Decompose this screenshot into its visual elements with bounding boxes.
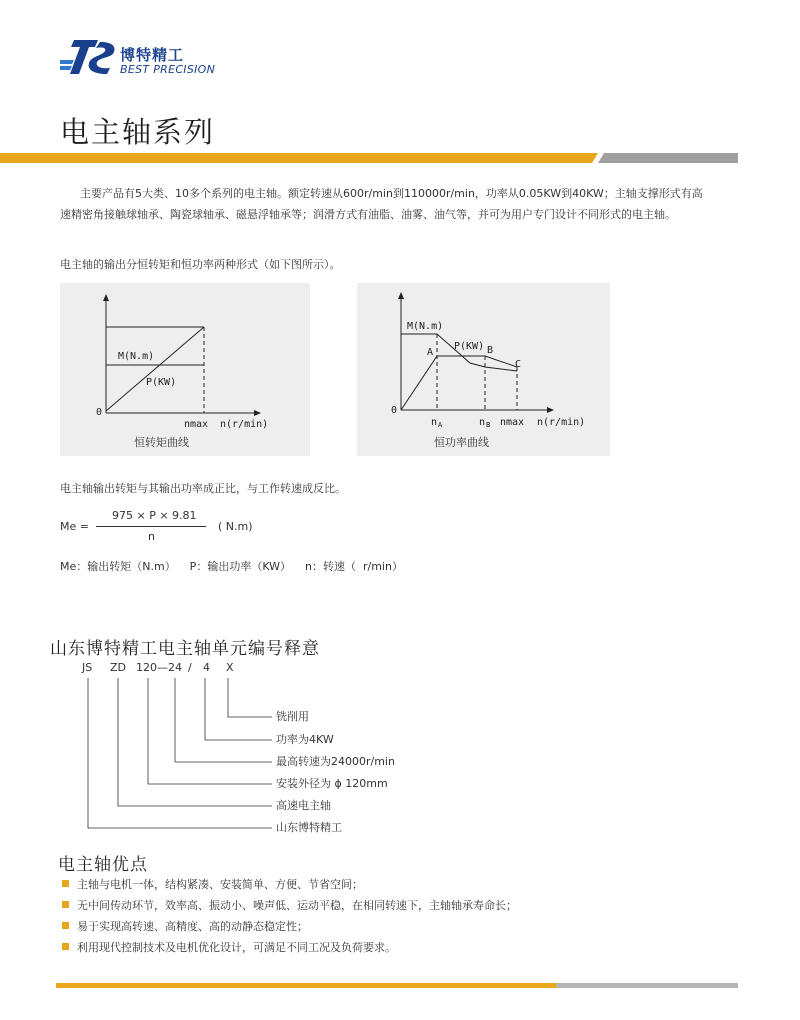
g2-na: n — [431, 417, 438, 428]
intro-line-1: 主要产品有5大类、10多个系列的电主轴。额定转速从600r/min到110000r/min，功率从0.05KW到40KW；主轴支撑形式有高 — [80, 187, 703, 200]
g2-m-label: M(N.m) — [407, 321, 444, 332]
g1-m-label: M(N.m) — [118, 351, 155, 362]
formula-lhs: Me = — [60, 520, 89, 533]
title-divider-bar — [0, 150, 800, 166]
bullet-icon — [62, 901, 69, 908]
explain-company: 山东博特精工 — [276, 821, 342, 834]
g2-na-sub: A — [438, 421, 443, 429]
g1-origin: 0 — [96, 407, 103, 418]
code-connector-lines — [0, 670, 300, 840]
g2-nb: n — [479, 417, 486, 428]
advantage-item: 主轴与电机一体，结构紧凑、安装简单、方便、节省空间； — [62, 876, 363, 892]
g2-p-label: P(KW) — [454, 341, 485, 352]
footer-divider-bar — [0, 981, 800, 991]
explain-power: 功率为4KW — [276, 733, 334, 746]
code-section-title: 山东博特精工电主轴单元编号释意 — [50, 639, 320, 659]
brand-logo-icon — [60, 38, 118, 76]
g1-caption: 恒转矩曲线 — [134, 436, 189, 449]
g2-origin: 0 — [391, 405, 398, 416]
relation-note: 电主轴输出转矩与其输出功率成正比，与工作转速成反比。 — [60, 482, 346, 495]
output-note: 电主轴的输出分恒转矩和恒功率两种形式（如下图所示）。 — [60, 258, 341, 271]
code-part-spec: 120—24 — [136, 661, 182, 674]
code-part-slash: / — [188, 661, 192, 674]
g1-axis-label: n(r/min) — [220, 419, 269, 430]
intro-line-2: 速精密角接触球轴承、陶瓷球轴承、磁悬浮轴承等；润滑方式有油脂、油雾、油气等，并可为用户专门设计不同形式的电主轴。 — [60, 208, 676, 221]
formula-legend: Me：输出转矩（N.m） P：输出功率（KW） n：转速（ r/min） — [60, 560, 403, 573]
explain-spindle: 高速电主轴 — [276, 799, 331, 812]
constant-torque-graph — [60, 283, 310, 456]
g2-caption: 恒功率曲线 — [434, 436, 489, 449]
brand-name-en: BEST PRECISION — [120, 63, 216, 76]
g2-a-label: A — [427, 347, 434, 358]
power-rising-line — [106, 327, 204, 411]
code-part-js: JS — [82, 661, 93, 674]
explain-milling: 铣削用 — [276, 710, 309, 723]
advantage-item: 利用现代控制技术及电机优化设计，可满足不同工况及负荷要求。 — [62, 939, 396, 955]
bullet-icon — [62, 943, 69, 950]
page-title: 电主轴系列 — [60, 115, 216, 149]
bullet-icon — [62, 880, 69, 887]
g2-nmax: nmax — [500, 417, 525, 428]
constant-power-graph — [357, 283, 610, 456]
code-part-x: X — [226, 661, 234, 674]
formula-unit: ( N.m) — [218, 520, 253, 533]
brand-name-cn: 博特精工 — [120, 46, 185, 64]
explain-speed: 最高转速为24000r/min — [276, 755, 395, 768]
g2-b-label: B — [487, 345, 494, 356]
g2-axis-label: n(r/min) — [537, 417, 586, 428]
g1-nmax: nmax — [184, 419, 209, 430]
g1-p-label: P(KW) — [146, 377, 177, 388]
advantage-item: 易于实现高转速、高精度、高的动静态稳定性； — [62, 918, 308, 934]
explain-diameter: 安装外径为 ϕ 120mm — [276, 777, 388, 790]
torque-curve — [401, 334, 517, 371]
power-curve — [401, 356, 517, 410]
code-part-zd: ZD — [110, 661, 127, 674]
advantages-title: 电主轴优点 — [58, 855, 148, 875]
formula-denominator: n — [148, 530, 155, 543]
advantage-item: 无中间传动环节，效率高、振动小、噪声低、运动平稳，在相同转速下，主轴轴承寿命长； — [62, 897, 517, 913]
formula-numerator: 975 × P × 9.81 — [112, 509, 197, 522]
code-part-power: 4 — [203, 661, 210, 674]
bullet-icon — [62, 922, 69, 929]
g2-nb-sub: B — [486, 421, 491, 429]
g2-c-label: C — [515, 359, 522, 370]
